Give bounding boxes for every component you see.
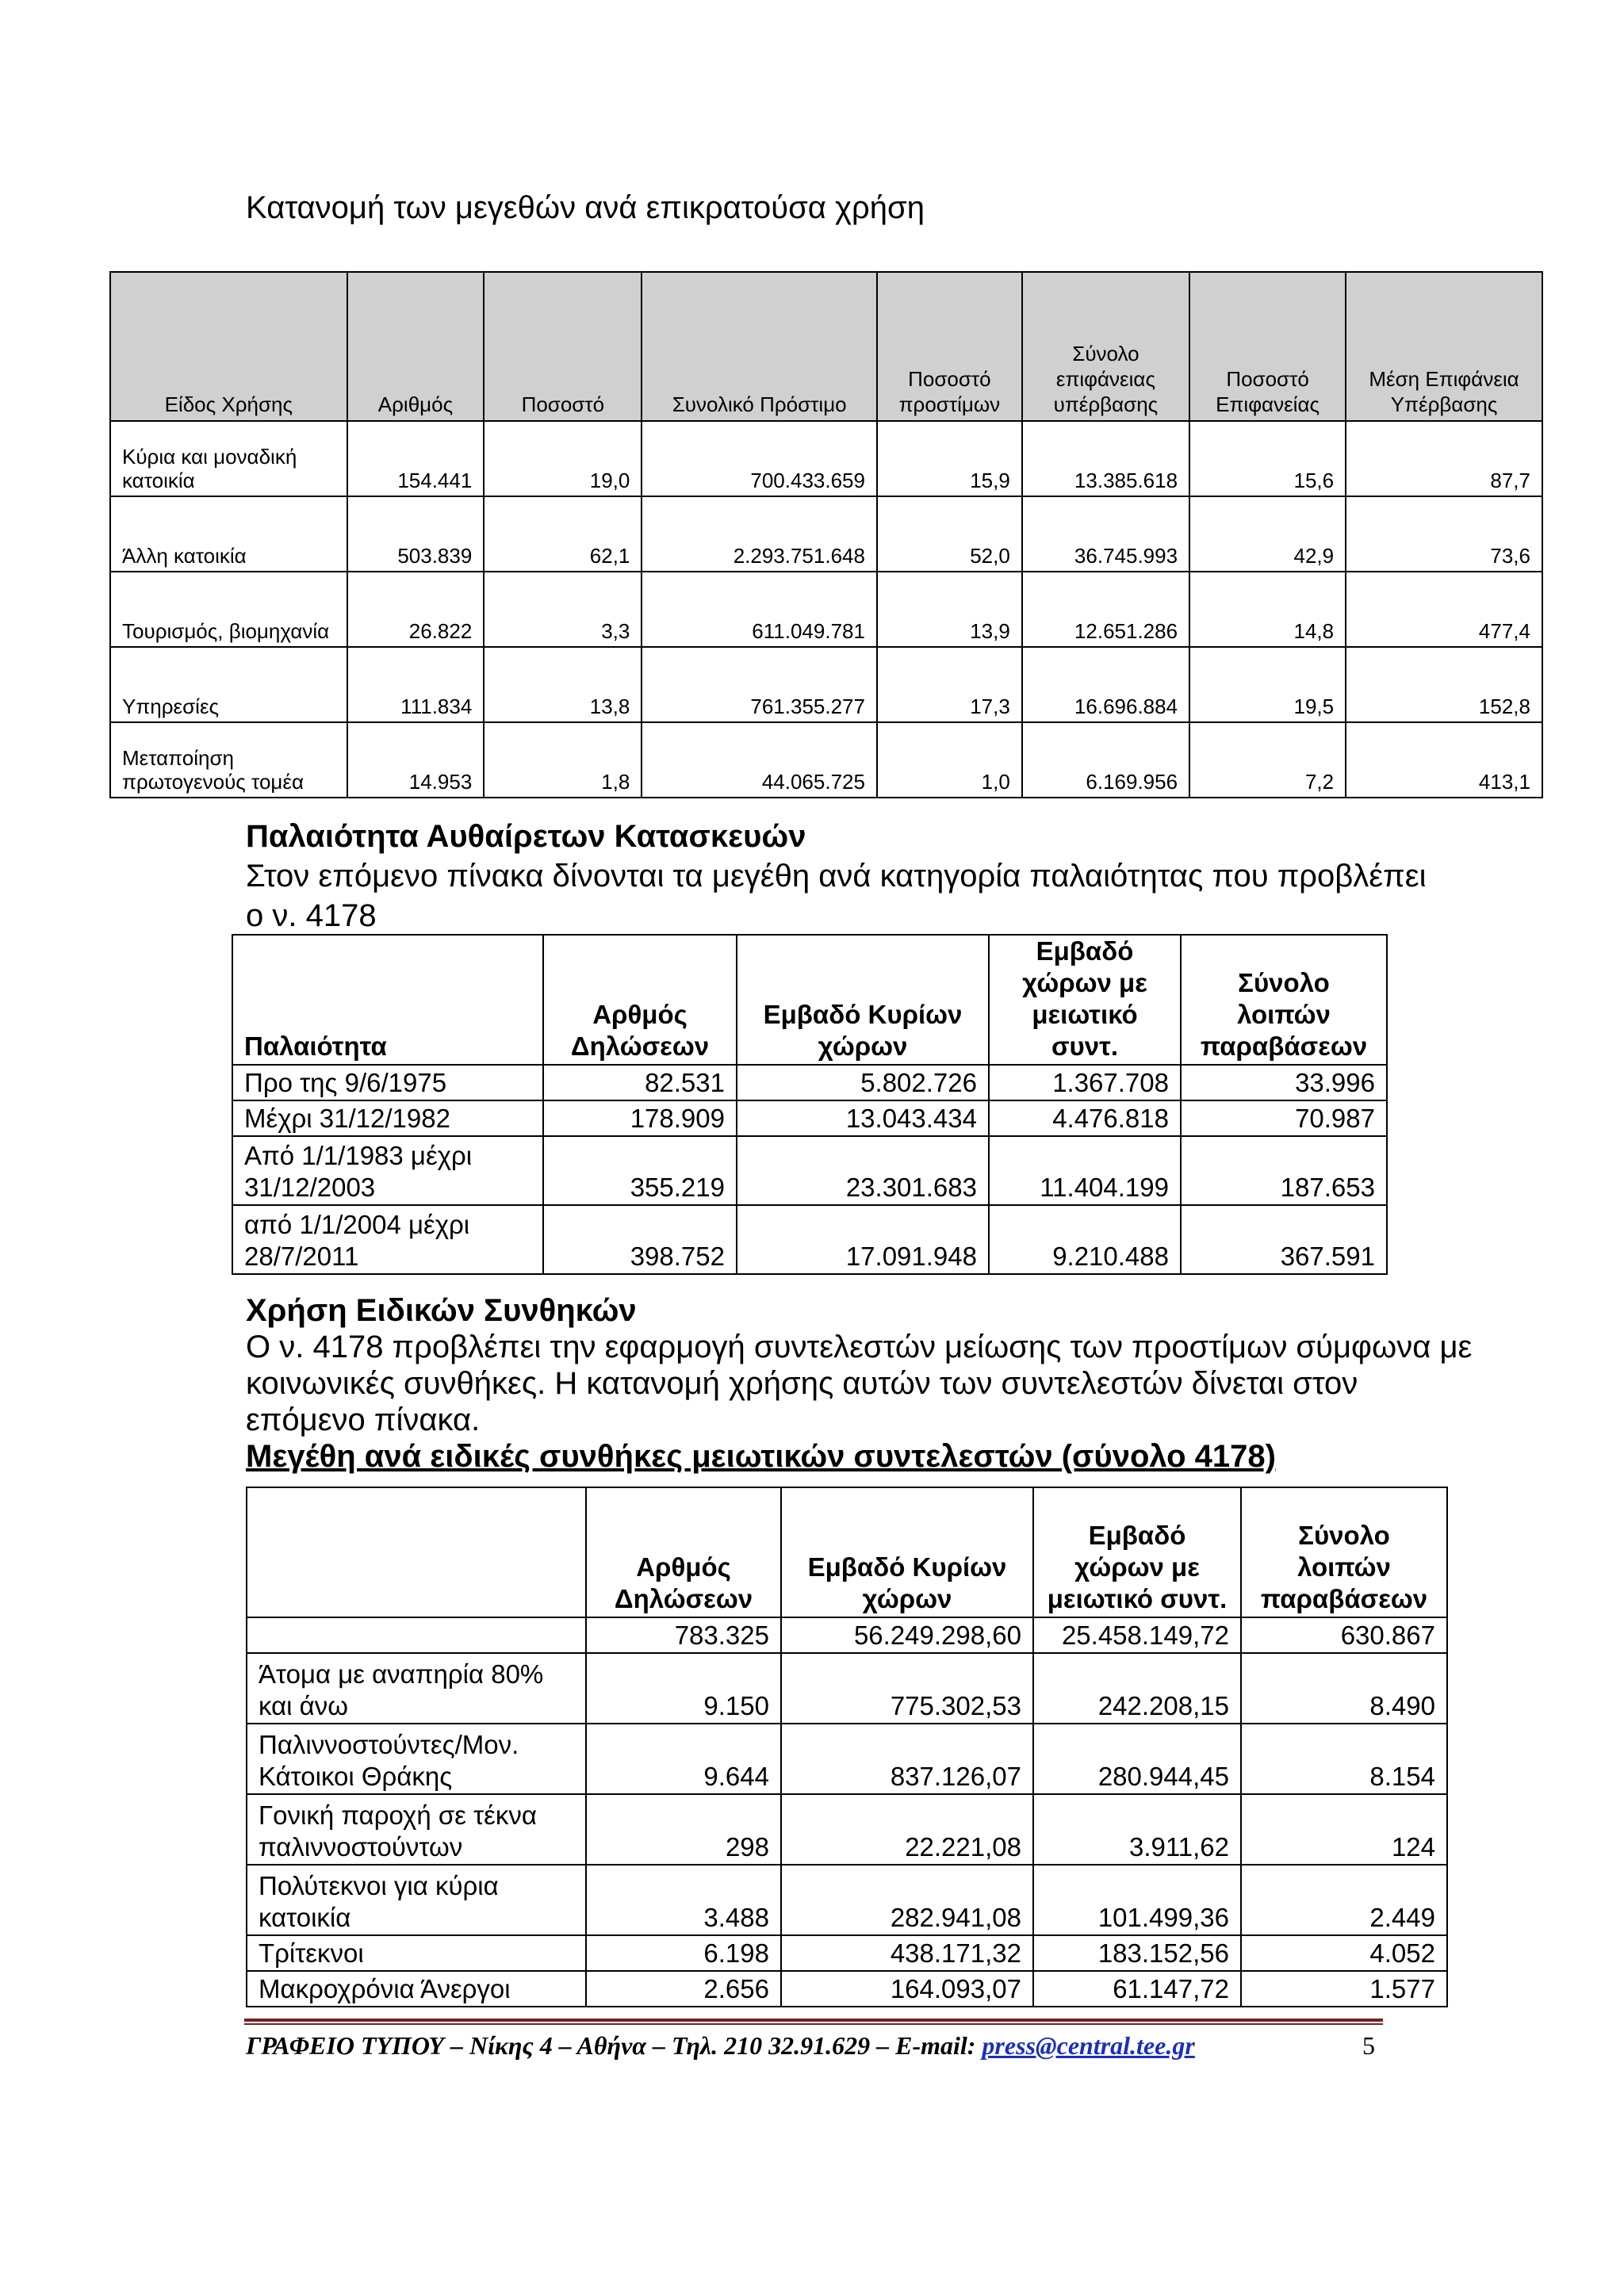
section-special [246,1292,1483,1475]
row-label-cell: Τρίτεκνοι [247,1935,586,1971]
value-cell: 16.696.884 [1022,647,1189,722]
value-cell: 3,3 [484,572,642,647]
table-row [247,1794,1447,1865]
value-cell: 2.293.751.648 [642,496,877,572]
section-title-usage: Κατανομή των μεγεθών ανά επικρατούσα χρήση [246,190,925,225]
row-label-cell: Άτομα με αναπηρία 80% και άνω [247,1653,586,1724]
value-cell: 164.093,07 [781,1971,1033,2007]
value-cell: 56.249.298,60 [781,1617,1033,1653]
table-row [110,647,1542,722]
value-cell: 2.656 [586,1971,781,2007]
row-label-cell: Υπηρεσίες [110,647,347,722]
value-cell: 1.367.708 [989,1065,1181,1100]
row-label-cell: Άλλη κατοικία [110,496,347,572]
table-header-row [232,935,1387,1065]
column-header: Συνολικό Πρόστιμο [642,272,877,421]
value-cell: 111.834 [347,647,485,722]
column-header: Εμβαδό χώρων με μειωτικό συντ. [1033,1487,1241,1617]
value-cell: 70.987 [1181,1100,1387,1136]
value-cell: 42,9 [1189,496,1346,572]
table-title-special: Μεγέθη ανά ειδικές συνθήκες μειωτικών συντελεστών (σύνολο 4178) [246,1439,1276,1474]
table-row [247,1971,1447,2007]
age-table [232,934,1388,1275]
column-header: Εμβαδό Κυρίων χώρων [781,1487,1033,1617]
value-cell: 19,0 [484,421,642,496]
value-cell: 12.651.286 [1022,572,1189,647]
value-cell: 9.210.488 [989,1205,1181,1274]
row-label-cell: Γονική παροχή σε τέκνα παλιννοστούντων [247,1794,586,1865]
column-header: Ποσοστό προστίμων [877,272,1022,421]
value-cell: 101.499,36 [1033,1865,1241,1935]
value-cell: 11.404.199 [989,1136,1181,1205]
footer-rule-thin [244,2023,1383,2025]
value-cell: 438.171,32 [781,1935,1033,1971]
section-age [246,817,1435,936]
value-cell: 775.302,53 [781,1653,1033,1724]
value-cell: 13.043.434 [737,1100,989,1136]
table-row [110,421,1542,496]
value-cell: 1.577 [1241,1971,1447,2007]
value-cell: 178.909 [543,1100,737,1136]
row-label-cell: Μεταποίηση πρωτογενούς τομέα [110,722,347,798]
special-conditions-table [246,1487,1448,2007]
value-cell: 62,1 [484,496,642,572]
value-cell: 761.355.277 [642,647,877,722]
row-label-cell: Πολύτεκνοι για κύρια κατοικία [247,1865,586,1935]
value-cell: 4.476.818 [989,1100,1181,1136]
column-header: Είδος Χρήσης [110,272,347,421]
value-cell: 3.911,62 [1033,1794,1241,1865]
column-header: Ποσοστό [484,272,642,421]
footer-text [246,2031,1195,2061]
row-label-cell: Από 1/1/1983 μέχρι 31/12/2003 [232,1136,543,1205]
value-cell: 82.531 [543,1065,737,1100]
value-cell: 22.221,08 [781,1794,1033,1865]
column-header: Σύνολο επιφάνειας υπέρβασης [1022,272,1189,421]
value-cell: 398.752 [543,1205,737,1274]
value-cell: 611.049.781 [642,572,877,647]
value-cell: 52,0 [877,496,1022,572]
value-cell: 783.325 [586,1617,781,1653]
value-cell: 242.208,15 [1033,1653,1241,1724]
row-label-cell: από 1/1/2004 μέχρι 28/7/2011 [232,1205,543,1274]
value-cell: 3.488 [586,1865,781,1935]
value-cell: 61.147,72 [1033,1971,1241,2007]
value-cell: 73,6 [1346,496,1542,572]
table-row [110,496,1542,572]
column-header: Παλαιότητα [232,935,543,1065]
section-text-special: Ο ν. 4178 προβλέπει την εφαρμογή συντελεστών μείωσης των προστίμων σύμφωνα με κοινωνικές συνθήκες. Η κατανομή χρήσης αυτών των συντελεστών δίνεται στον επόμενο πίνακα. [246,1330,1473,1437]
value-cell: 9.644 [586,1724,781,1794]
value-cell: 187.653 [1181,1136,1387,1205]
value-cell: 13,8 [484,647,642,722]
row-label-cell: Προ της 9/6/1975 [232,1065,543,1100]
value-cell: 630.867 [1241,1617,1447,1653]
column-header: Ποσοστό Επιφανείας [1189,272,1346,421]
value-cell: 36.745.993 [1022,496,1189,572]
value-cell: 44.065.725 [642,722,877,798]
value-cell: 6.169.956 [1022,722,1189,798]
value-cell: 282.941,08 [781,1865,1033,1935]
value-cell: 17.091.948 [737,1205,989,1274]
value-cell: 9.150 [586,1653,781,1724]
value-cell: 413,1 [1346,722,1542,798]
section-heading-special: Χρήση Ειδικών Συνθηκών [246,1293,637,1328]
value-cell: 17,3 [877,647,1022,722]
table-row [232,1136,1387,1205]
value-cell: 26.822 [347,572,485,647]
value-cell: 13,9 [877,572,1022,647]
value-cell: 1,8 [484,722,642,798]
value-cell: 154.441 [347,421,485,496]
value-cell: 477,4 [1346,572,1542,647]
column-header: Αρθμός Δηλώσεων [543,935,737,1065]
footer-email-link[interactable]: press@central.tee.gr [982,2031,1195,2060]
row-label-cell: Μακροχρόνια Άνεργοι [247,1971,586,2007]
column-header: Σύνολο λοιπών παραβάσεων [1241,1487,1447,1617]
table-row [232,1100,1387,1136]
column-header [247,1487,586,1617]
value-cell: 14,8 [1189,572,1346,647]
table-row [247,1653,1447,1724]
row-label-cell: Παλιννοστούντες/Μον. Κάτοικοι Θράκης [247,1724,586,1794]
table-row [247,1617,1447,1653]
value-cell: 19,5 [1189,647,1346,722]
value-cell: 7,2 [1189,722,1346,798]
value-cell: 5.802.726 [737,1065,989,1100]
usage-table [109,271,1543,798]
value-cell: 14.953 [347,722,485,798]
column-header: Εμβαδό Κυρίων χώρων [737,935,989,1065]
footer-rule [244,2019,1383,2022]
row-label-cell: Μέχρι 31/12/1982 [232,1100,543,1136]
footer-contact: ΓΡΑΦΕΙΟ ΤΥΠΟΥ – Νίκης 4 – Αθήνα – Τηλ. 210 32.91.629 – E-mail: [246,2031,982,2060]
page-number: 5 [1362,2031,1375,2060]
section-heading-age: Παλαιότητα Αυθαίρετων Κατασκευών [246,819,806,854]
value-cell: 8.490 [1241,1653,1447,1724]
table-row [247,1865,1447,1935]
table-row [232,1065,1387,1100]
value-cell: 837.126,07 [781,1724,1033,1794]
value-cell: 15,9 [877,421,1022,496]
column-header: Εμβαδό χώρων με μειωτικό συντ. [989,935,1181,1065]
value-cell: 1,0 [877,722,1022,798]
value-cell: 124 [1241,1794,1447,1865]
value-cell: 700.433.659 [642,421,877,496]
value-cell: 8.154 [1241,1724,1447,1794]
value-cell: 298 [586,1794,781,1865]
column-header: Αριθμός [347,272,485,421]
value-cell: 13.385.618 [1022,421,1189,496]
value-cell: 355.219 [543,1136,737,1205]
row-label-cell [247,1617,586,1653]
value-cell: 183.152,56 [1033,1935,1241,1971]
value-cell: 280.944,45 [1033,1724,1241,1794]
section-text-age: Στον επόμενο πίνακα δίνονται τα μεγέθη ανά κατηγορία παλαιότητας που προβλέπει ο ν. 4178 [246,859,1427,933]
value-cell: 503.839 [347,496,485,572]
table-header-row [110,272,1542,421]
value-cell: 87,7 [1346,421,1542,496]
value-cell: 2.449 [1241,1865,1447,1935]
value-cell: 152,8 [1346,647,1542,722]
table-header-row [247,1487,1447,1617]
value-cell: 23.301.683 [737,1136,989,1205]
column-header: Αρθμός Δηλώσεων [586,1487,781,1617]
table-row [247,1724,1447,1794]
value-cell: 25.458.149,72 [1033,1617,1241,1653]
value-cell: 33.996 [1181,1065,1387,1100]
table-row [110,722,1542,798]
table-row [247,1935,1447,1971]
table-row [110,572,1542,647]
column-header: Σύνολο λοιπών παραβάσεων [1181,935,1387,1065]
column-header: Μέση Επιφάνεια Υπέρβασης [1346,272,1542,421]
row-label-cell: Τουρισμός, βιομηχανία [110,572,347,647]
row-label-cell: Κύρια και μοναδική κατοικία [110,421,347,496]
value-cell: 4.052 [1241,1935,1447,1971]
value-cell: 367.591 [1181,1205,1387,1274]
table-row [232,1205,1387,1274]
value-cell: 15,6 [1189,421,1346,496]
value-cell: 6.198 [586,1935,781,1971]
